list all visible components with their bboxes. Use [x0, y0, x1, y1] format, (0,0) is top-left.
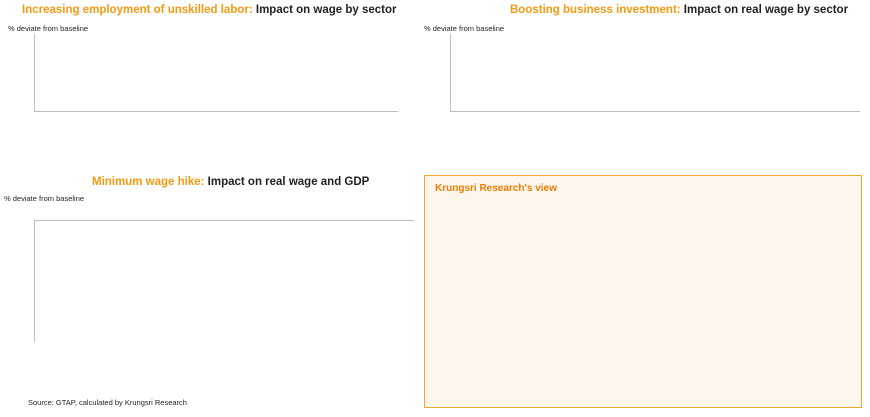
chart-unskilled-labor-employment — [4, 4, 404, 169]
krungsri-research-view-panel — [424, 175, 862, 408]
chart2-x-axis — [451, 111, 860, 171]
chart3-plot — [4, 220, 414, 342]
chart2-plot — [424, 34, 860, 112]
chart-business-investment — [420, 4, 866, 169]
chart1-y-axis — [8, 34, 34, 112]
chart3-plot-area — [34, 220, 414, 342]
chart1-plot-area — [34, 34, 398, 112]
chart2-axis-note: % deviate from baseline — [424, 24, 505, 33]
chart2-plot-area — [450, 34, 860, 112]
source-note: Source: GTAP, calculated by Krungsri Research — [28, 398, 187, 407]
chart1-title-accent: Increasing employment of unskilled labor: — [22, 4, 253, 16]
chart3-axis-note: % deviate from baseline — [4, 194, 85, 203]
chart1-title-rest: Impact on wage by sector — [252, 4, 397, 16]
chart2-title-rest: Impact on real wage by sector — [680, 4, 849, 16]
chart2-bars — [451, 34, 860, 111]
chart2-title-accent: Boosting business investment: — [510, 4, 681, 16]
chart3-title-rest: Impact on real wage and GDP — [204, 176, 370, 188]
chart3-x-axis — [35, 342, 414, 402]
chart2-y-axis — [424, 34, 450, 112]
research-heading: Krungsri Research's view — [435, 183, 557, 194]
chart3-title — [92, 176, 369, 188]
chart3-y-axis — [4, 220, 30, 342]
chart2-title — [510, 4, 848, 16]
chart1-bars — [35, 34, 398, 111]
chart1-x-axis — [35, 111, 398, 171]
chart3-title-accent: Minimum wage hike: — [92, 176, 205, 188]
chart-minimum-wage-hike — [4, 176, 418, 411]
chart1-axis-note: % deviate from baseline — [8, 24, 89, 33]
chart3-bars — [35, 220, 414, 342]
chart1-title — [22, 4, 396, 16]
chart1-plot — [8, 34, 398, 112]
